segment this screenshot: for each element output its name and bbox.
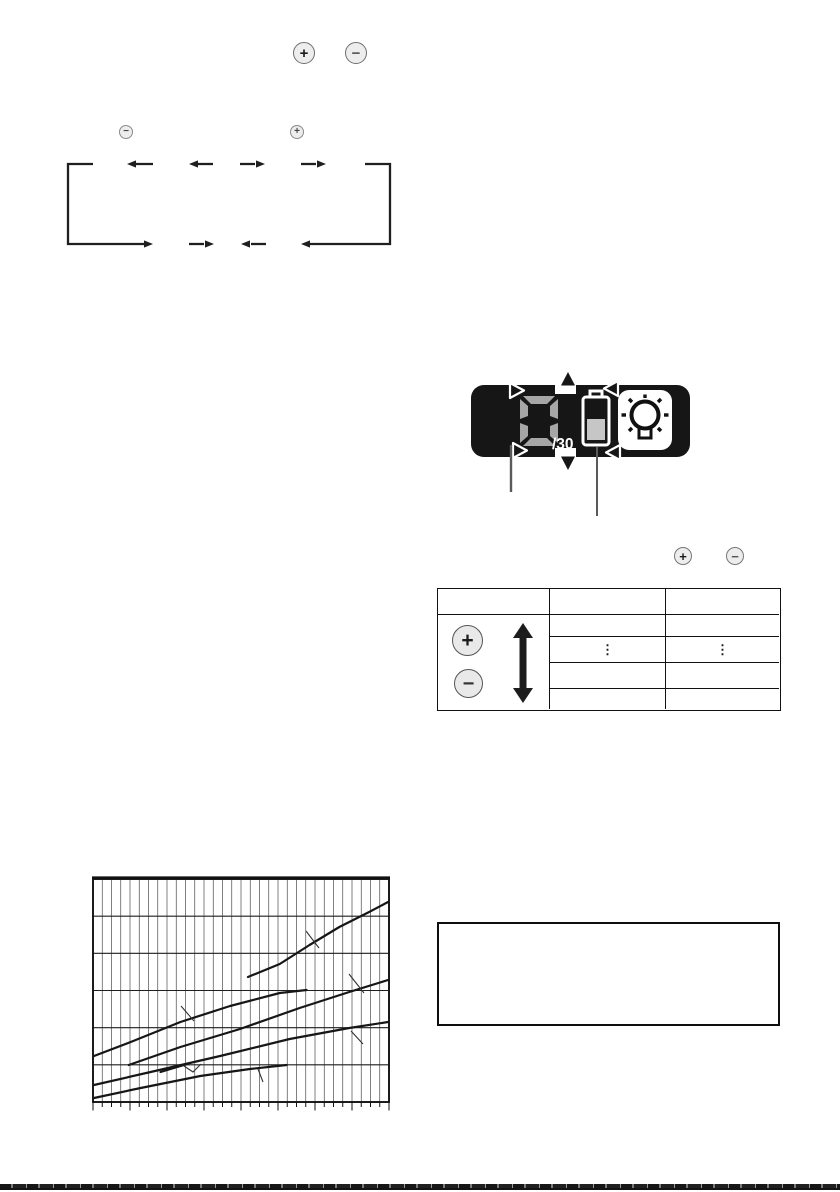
plus-button-icon-table: +: [674, 547, 692, 565]
curve-2: [94, 990, 307, 1056]
table-cell-ellipsis: ⋮: [550, 637, 666, 663]
double-arrow-icon: [510, 622, 536, 704]
minus-button-icon-small: −: [119, 125, 133, 139]
table-header-cell: [438, 589, 550, 615]
plus-button-icon-small: +: [290, 125, 304, 139]
note-box: [437, 922, 780, 1026]
counter-suffix-label: /30: [552, 436, 574, 453]
plus-button-icon-keycell: +: [452, 625, 483, 656]
table-cell: [550, 689, 666, 709]
pointer-line: [258, 1069, 263, 1082]
minus-button-icon-table: −: [726, 547, 744, 565]
arrow-down-icon: [561, 457, 575, 471]
minus-button-icon-keycell: −: [454, 669, 483, 698]
scan-artifact-line2: [0, 1188, 840, 1190]
cycle-right-bracket: [310, 164, 390, 244]
table-cell: [550, 663, 666, 689]
table-cell: [550, 615, 666, 637]
table-cell-ellipsis: ⋮: [666, 637, 779, 663]
lamp-icon: [618, 390, 672, 450]
top-notch: [555, 385, 576, 394]
plus-button-icon: +: [293, 42, 315, 64]
cycle-left-bracket: [68, 164, 144, 244]
distance-chart: [92, 875, 390, 1111]
table-header-cell: [550, 589, 666, 615]
lcd-display-panel: [458, 368, 702, 534]
mode-cycle-diagram: [58, 153, 402, 257]
table-header-cell: [666, 589, 779, 615]
curve-3: [129, 980, 388, 1065]
table-cell: [666, 615, 779, 637]
table-key-cell: [438, 615, 550, 709]
battery-icon: [583, 391, 609, 445]
table-cell: [666, 663, 779, 689]
battery-level-bar: [587, 419, 605, 440]
arrow-up-icon: [561, 372, 575, 386]
cycle-arrowheads: [127, 160, 326, 247]
level-table: [437, 588, 781, 711]
minus-button-icon: −: [345, 42, 367, 64]
table-cell: [666, 689, 779, 709]
